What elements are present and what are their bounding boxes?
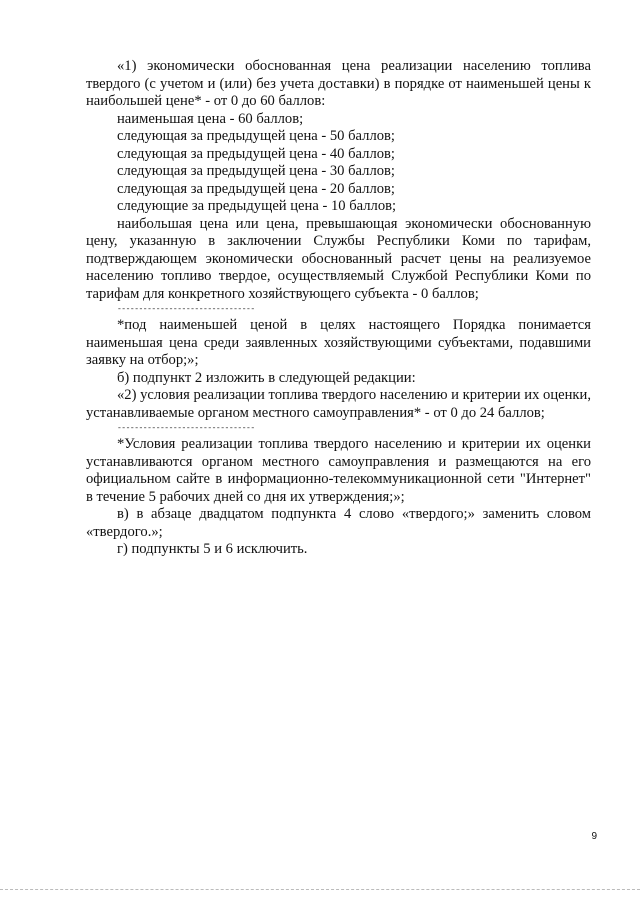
amendment-paragraph: б) подпункт 2 изложить в следующей редакции: bbox=[117, 369, 416, 386]
criterion-2-paragraph: «2) условия реализации топлива твердого населению и критерии их оценки, устанавливаемые органом местного самоуправления* - от 0 до 24 баллов; bbox=[86, 387, 591, 421]
footnote-separator: -------------------------------- bbox=[117, 305, 255, 314]
score-item: следующая за предыдущей цена - 20 баллов; bbox=[117, 180, 395, 197]
footnote-separator: -------------------------------- bbox=[117, 424, 255, 433]
footnote: *под наименьшей ценой в целях настоящего Порядка понимается наименьшая цена среди заявленных хозяйствующими субъектами, подавшими заявку на отбор;»; bbox=[86, 317, 591, 368]
score-item: следующая за предыдущей цена - 40 баллов; bbox=[117, 145, 395, 162]
amendment-paragraph: г) подпункты 5 и 6 исключить. bbox=[117, 541, 308, 557]
document-body bbox=[86, 58, 591, 559]
footnote: *Условия реализации топлива твердого населению и критерии их оценки устанавливаются органом местного самоуправления и размещаются на его официальном сайте в информационно-телекоммуникационной сети "Интернет" в течение 5 рабочих дней со дня их утверждения;»; bbox=[86, 436, 591, 505]
score-item: следующая за предыдущей цена - 30 баллов; bbox=[117, 163, 395, 179]
amendment-paragraph: в) в абзаце двадцатом подпункта 4 слово «твердого;» заменить словом «твердого.»; bbox=[86, 506, 591, 540]
score-item: наибольшая цена или цена, превышающая экономически обоснованную цену, указанную в заключении Службы Республики Коми по тарифам, подтверждающем экономически обоснованный расчет цены на реализуемое населению топливо твердое, осуществляемый Службой Республики Коми по тарифам для конкретного хозяйствующего субъекта - 0 баллов; bbox=[86, 215, 591, 302]
criterion-1-paragraph: «1) экономически обоснованная цена реализации населению топлива твердого (с учетом и (или) без учета доставки) в порядке от наименьшей цены к наибольшей цене* - от 0 до 60 баллов: bbox=[86, 58, 591, 109]
score-item: следующая за предыдущей цена - 50 баллов; bbox=[117, 128, 395, 144]
score-item: следующие за предыдущей цена - 10 баллов; bbox=[117, 198, 397, 214]
page-number: 9 bbox=[591, 831, 597, 842]
scan-bottom-edge bbox=[0, 889, 640, 890]
score-item: наименьшая цена - 60 баллов; bbox=[117, 110, 304, 127]
